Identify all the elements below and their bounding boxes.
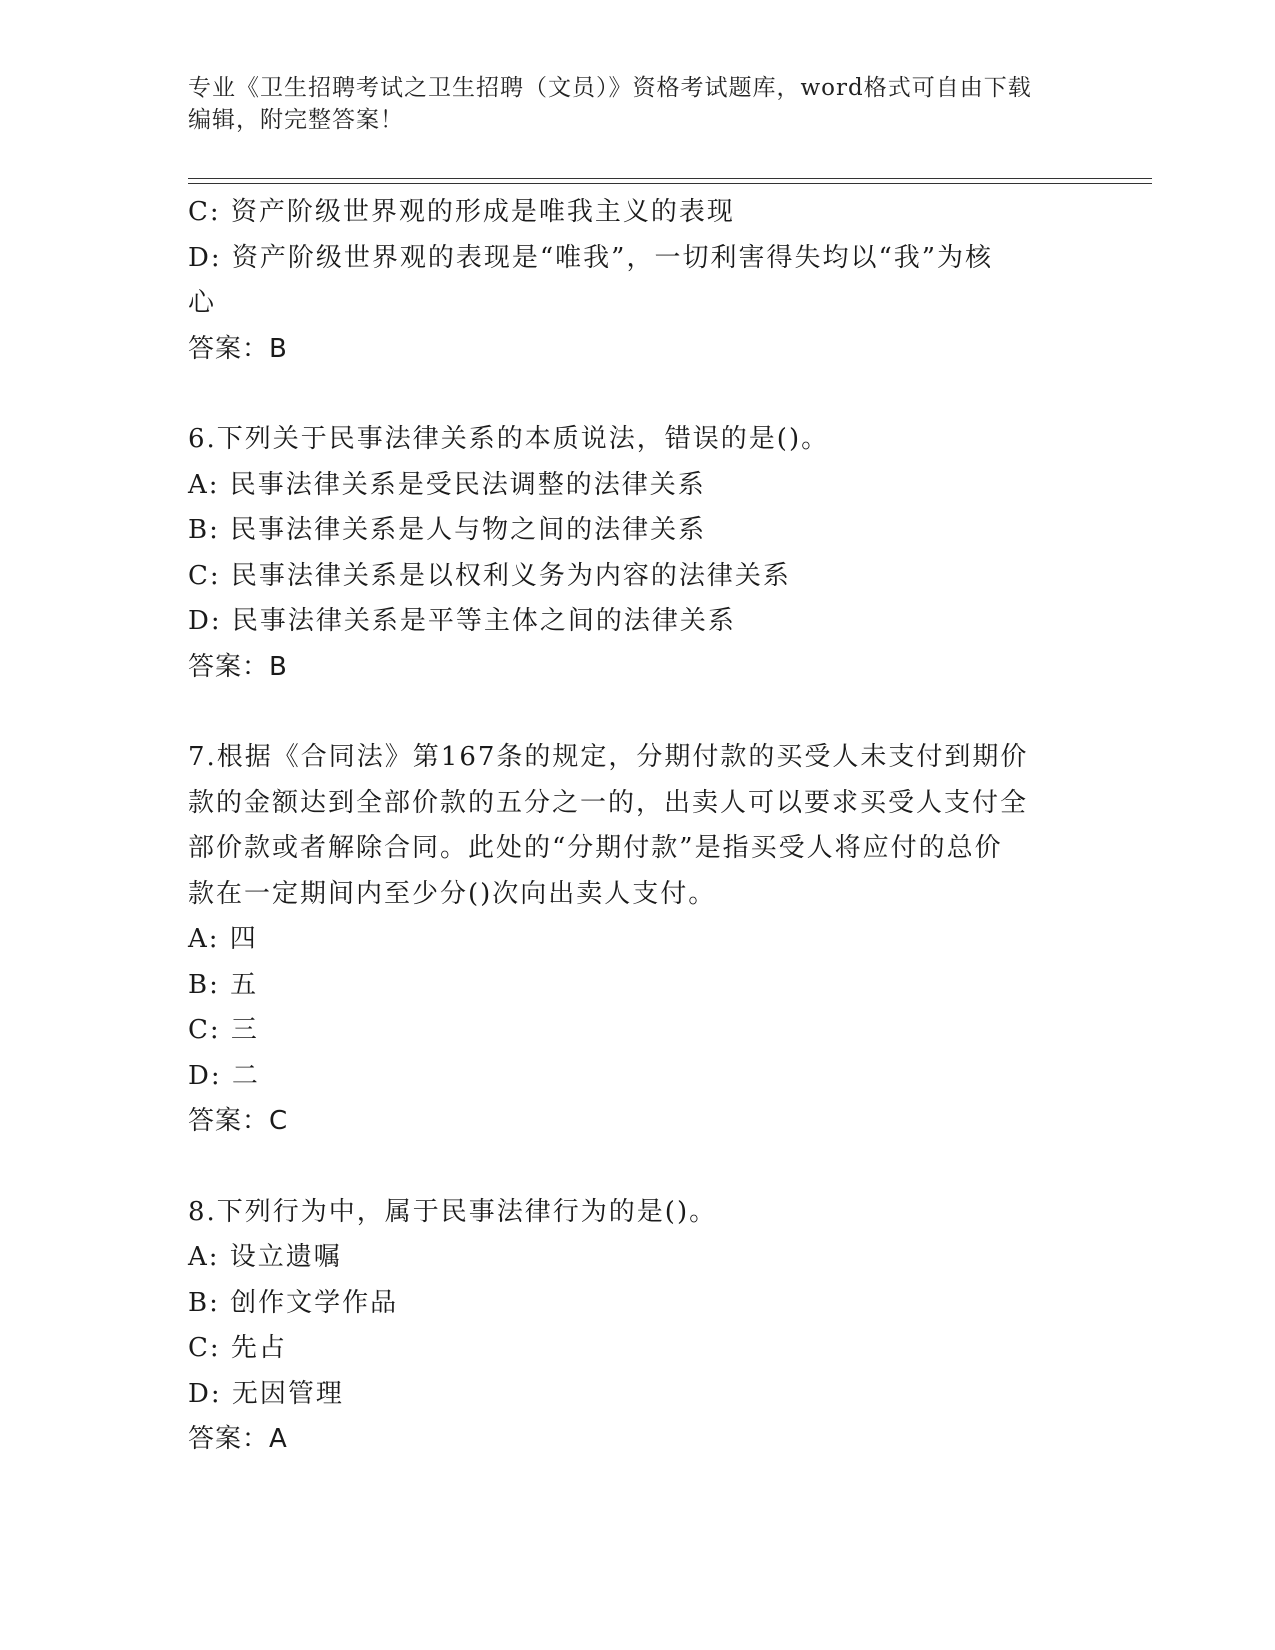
question-6 <box>188 417 1088 690</box>
header-line-2: 编辑，附完整答案！ <box>188 107 404 133</box>
option-b: B: 五 <box>188 969 259 1000</box>
option-a: A: 民事法律关系是受民法调整的法律关系 <box>188 469 706 500</box>
answer-line: 答案：B <box>188 651 288 682</box>
question-8 <box>188 1190 1088 1463</box>
option-c: C: 资产阶级世界观的形成是唯我主义的表现 <box>188 197 735 227</box>
option-a: A: 四 <box>188 924 258 954</box>
option-c: C: 民事法律关系是以权利义务为内容的法律关系 <box>188 560 791 591</box>
question-stem-line-4: 款在一定期间内至少分()次向出卖人支付。 <box>188 878 717 909</box>
option-d: D: 二 <box>188 1060 260 1091</box>
question-stem: 6.下列关于民事法律关系的本质说法，错误的是()。 <box>188 424 830 454</box>
option-d: D: 无因管理 <box>188 1378 344 1409</box>
header-line-1: 专业《卫生招聘考试之卫生招聘（文员）》资格考试题库，word格式可自由下载 <box>188 75 1032 101</box>
question-stem-line-1: 7.根据《合同法》第167条的规定，分期付款的买受人未支付到期价 <box>188 742 1029 772</box>
option-b: B: 创作文学作品 <box>188 1287 399 1318</box>
question-stem: 8.下列行为中，属于民事法律行为的是()。 <box>188 1196 718 1227</box>
question-stem-line-2: 款的金额达到全部价款的五分之一的，出卖人可以要求买受人支付全 <box>188 787 1029 818</box>
option-d: D: 资产阶级世界观的表现是“唯我”，一切利害得失均以“我”为核 <box>188 242 994 273</box>
answer-line: 答案：A <box>188 1424 288 1454</box>
previous-question-tail <box>188 190 1088 372</box>
header-divider-bottom <box>188 183 1152 184</box>
option-c: C: 三 <box>188 1015 259 1045</box>
option-d: D: 民事法律关系是平等主体之间的法律关系 <box>188 606 736 636</box>
document-header <box>188 72 1068 136</box>
option-d-continued: 心 <box>188 288 217 318</box>
question-content <box>188 190 1088 1463</box>
question-7 <box>188 735 1088 1145</box>
answer-line: 答案：C <box>188 1106 289 1136</box>
question-stem-line-3: 部价款或者解除合同。此处的“分期付款”是指买受人将应付的总价 <box>188 833 1003 863</box>
option-a: A: 设立遗嘱 <box>188 1242 342 1272</box>
option-c: C: 先占 <box>188 1333 287 1363</box>
header-divider-top <box>188 178 1152 179</box>
answer-line: 答案：B <box>188 333 288 364</box>
option-b: B: 民事法律关系是人与物之间的法律关系 <box>188 515 707 545</box>
